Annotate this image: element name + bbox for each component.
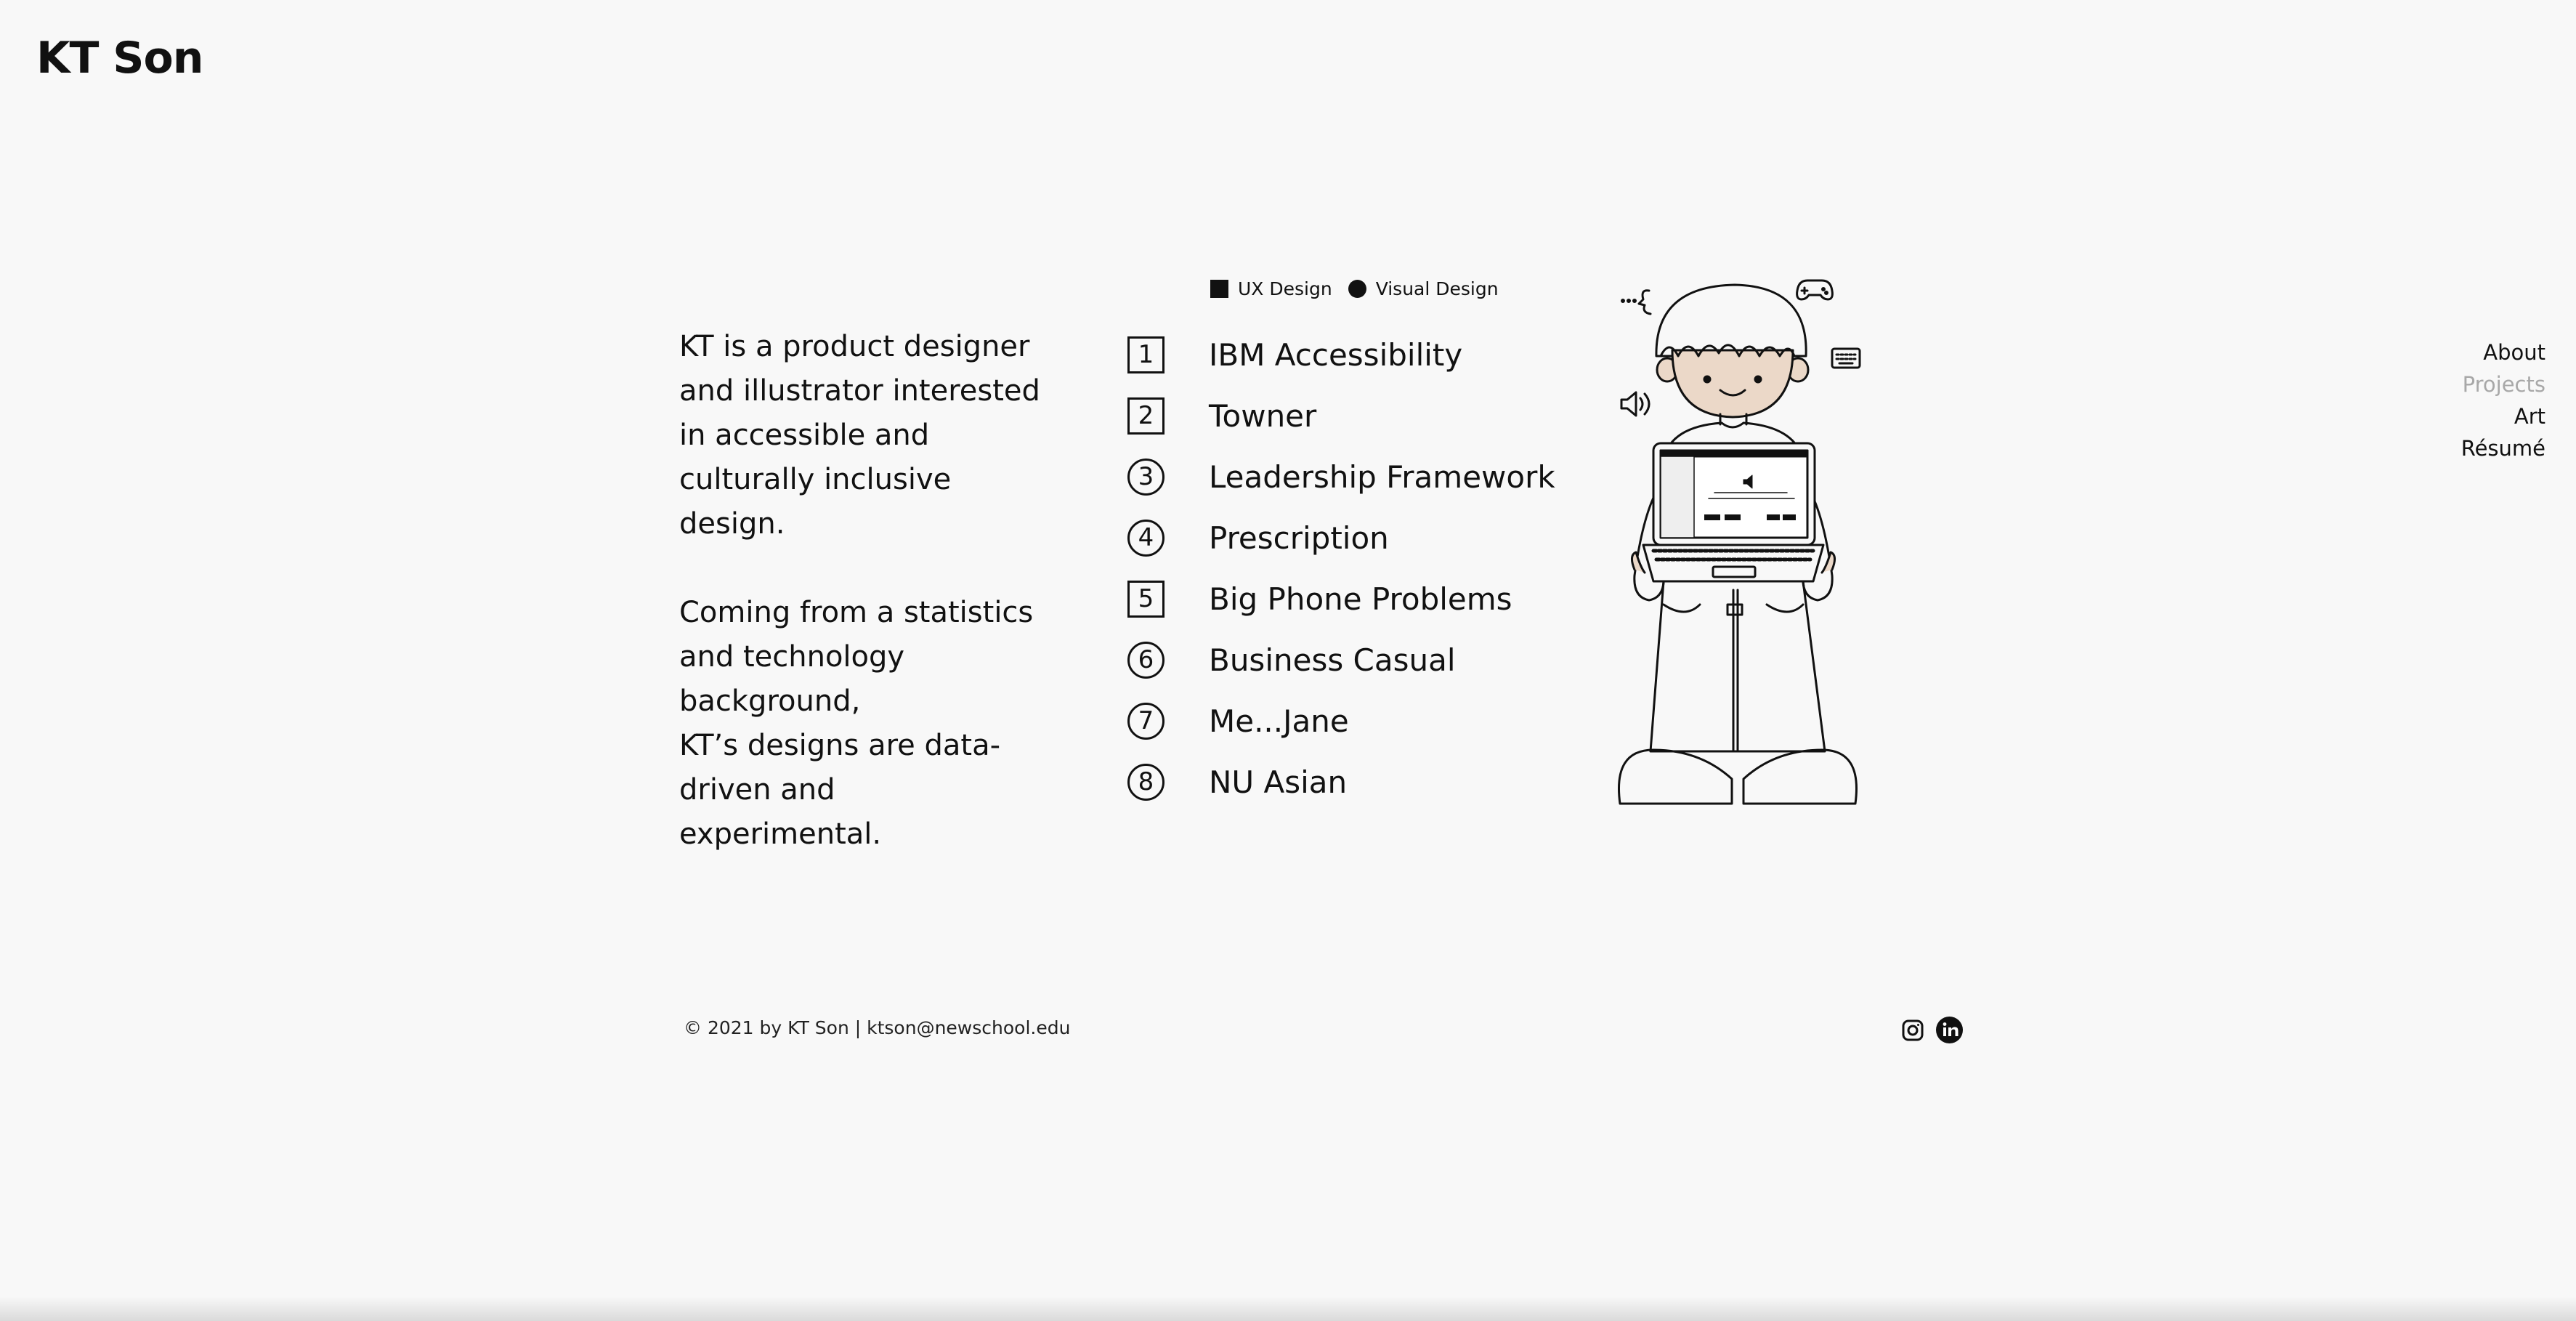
project-list <box>1127 334 1555 823</box>
instagram-icon[interactable] <box>1899 1017 1926 1043</box>
project-title[interactable]: NU Asian <box>1209 764 1348 800</box>
project-title[interactable]: Business Casual <box>1209 642 1456 678</box>
project-title[interactable]: Leadership Framework <box>1209 458 1555 495</box>
intro-paragraph-2 <box>679 591 1042 857</box>
project-title[interactable]: IBM Accessibility <box>1209 336 1463 373</box>
character-illustration <box>1613 270 1867 808</box>
project-item[interactable] <box>1127 700 1555 741</box>
project-number-square: 1 <box>1127 336 1165 373</box>
project-number-circle: 8 <box>1127 764 1165 801</box>
social-links <box>1899 1017 1963 1043</box>
keyboard-icon <box>1832 349 1860 368</box>
project-title[interactable]: Me...Jane <box>1209 703 1349 739</box>
project-item[interactable] <box>1127 578 1555 619</box>
project-item[interactable] <box>1127 639 1555 680</box>
legend-ux-label: UX Design <box>1238 278 1332 299</box>
square-icon <box>1210 280 1228 298</box>
speech-icon <box>1622 291 1651 314</box>
project-title[interactable]: Big Phone Problems <box>1209 581 1512 617</box>
footer-copyright: © 2021 by KT Son | ktson@newschool.edu <box>684 1017 1071 1038</box>
project-number-circle: 6 <box>1127 642 1165 679</box>
circle-icon <box>1348 280 1366 298</box>
project-item[interactable] <box>1127 456 1555 497</box>
intro-paragraph-2-line-2: KT’s designs are data-driven and experimental. <box>679 729 1001 851</box>
project-title[interactable]: Towner <box>1209 397 1317 434</box>
intro-paragraph-1: KT is a product designer and illustrator interested in accessible and culturally inclusive design. <box>679 330 1040 541</box>
nav-about[interactable]: About <box>2483 340 2545 365</box>
project-title[interactable]: Prescription <box>1209 520 1389 556</box>
project-item[interactable] <box>1127 517 1555 558</box>
project-item[interactable] <box>1127 762 1555 802</box>
project-number-circle: 4 <box>1127 520 1165 557</box>
nav-art[interactable]: Art <box>2514 404 2545 429</box>
project-number-circle: 3 <box>1127 458 1165 496</box>
main-nav <box>2461 336 2545 464</box>
project-number-circle: 7 <box>1127 703 1165 740</box>
intro-text <box>679 325 1042 857</box>
project-item[interactable] <box>1127 395 1555 436</box>
gamepad-icon <box>1797 280 1833 299</box>
speaker-icon <box>1621 392 1649 416</box>
site-title[interactable]: KT Son <box>36 33 203 84</box>
project-number-square: 5 <box>1127 581 1165 618</box>
project-item[interactable] <box>1127 334 1555 375</box>
laptop-icon <box>1643 443 1823 581</box>
legend-visual-label: Visual Design <box>1375 278 1499 299</box>
intro-paragraph-2-line-1: Coming from a statistics and technology background, <box>679 596 1034 718</box>
nav-resume[interactable]: Résumé <box>2460 436 2545 461</box>
linkedin-icon[interactable] <box>1936 1017 1963 1043</box>
project-legend <box>1210 274 1499 303</box>
project-number-square: 2 <box>1127 397 1165 435</box>
bottom-shadow <box>0 1296 2576 1321</box>
nav-projects[interactable]: Projects <box>2462 372 2545 397</box>
